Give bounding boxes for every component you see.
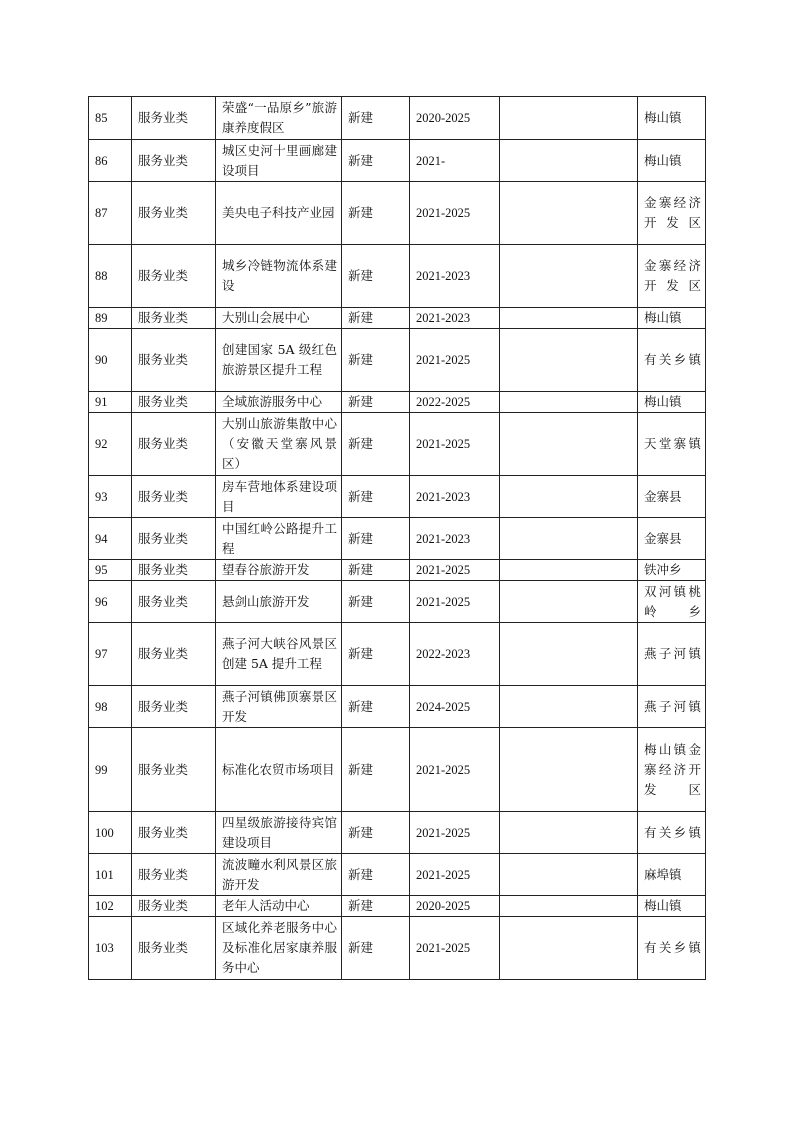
build-type-cell: 新建 xyxy=(342,896,410,917)
build-type-cell: 新建 xyxy=(342,623,410,686)
row-number-cell: 94 xyxy=(89,518,132,560)
project-name-cell: 荣盛“一品原乡”旅游康养度假区 xyxy=(216,97,342,140)
period-cell: 2021-2023 xyxy=(410,476,500,518)
category-cell: 服务业类 xyxy=(132,917,216,980)
location-cell: 梅山镇 xyxy=(638,896,706,917)
project-name-cell: 创建国家 5A 级红色旅游景区提升工程 xyxy=(216,329,342,392)
table-row xyxy=(89,308,706,329)
project-name-cell: 望春谷旅游开发 xyxy=(216,560,342,581)
period-cell: 2021-2025 xyxy=(410,812,500,854)
empty-cell xyxy=(500,896,638,917)
project-name-cell: 燕子河大峡谷风景区创建 5A 提升工程 xyxy=(216,623,342,686)
category-cell: 服务业类 xyxy=(132,329,216,392)
category-cell: 服务业类 xyxy=(132,623,216,686)
empty-cell xyxy=(500,686,638,728)
build-type-cell: 新建 xyxy=(342,728,410,812)
empty-cell xyxy=(500,140,638,182)
table-row xyxy=(89,560,706,581)
category-cell: 服务业类 xyxy=(132,140,216,182)
category-cell: 服务业类 xyxy=(132,728,216,812)
empty-cell xyxy=(500,812,638,854)
row-number-cell: 95 xyxy=(89,560,132,581)
table-row xyxy=(89,245,706,308)
table-row xyxy=(89,686,706,728)
table-row xyxy=(89,413,706,476)
period-cell: 2021-2025 xyxy=(410,413,500,476)
empty-cell xyxy=(500,917,638,980)
project-table xyxy=(88,96,706,980)
project-name-cell: 中国红岭公路提升工程 xyxy=(216,518,342,560)
category-cell: 服务业类 xyxy=(132,518,216,560)
table-row xyxy=(89,518,706,560)
location-cell: 燕子河镇 xyxy=(638,623,706,686)
empty-cell xyxy=(500,245,638,308)
period-cell: 2021-2025 xyxy=(410,182,500,245)
table-row xyxy=(89,812,706,854)
period-cell: 2022-2025 xyxy=(410,392,500,413)
category-cell: 服务业类 xyxy=(132,413,216,476)
build-type-cell: 新建 xyxy=(342,518,410,560)
build-type-cell: 新建 xyxy=(342,392,410,413)
category-cell: 服务业类 xyxy=(132,97,216,140)
row-number-cell: 102 xyxy=(89,896,132,917)
table-row xyxy=(89,476,706,518)
project-name-cell: 房车营地体系建设项目 xyxy=(216,476,342,518)
period-cell: 2022-2023 xyxy=(410,623,500,686)
period-cell: 2021-2023 xyxy=(410,308,500,329)
project-name-cell: 大别山旅游集散中心（安徽天堂寨风景区） xyxy=(216,413,342,476)
empty-cell xyxy=(500,560,638,581)
empty-cell xyxy=(500,581,638,623)
period-cell: 2020-2025 xyxy=(410,97,500,140)
row-number-cell: 86 xyxy=(89,140,132,182)
location-cell: 金寨经济开发区 xyxy=(638,245,706,308)
table-body xyxy=(89,97,706,980)
empty-cell xyxy=(500,182,638,245)
period-cell: 2021-2025 xyxy=(410,728,500,812)
period-cell: 2021-2025 xyxy=(410,581,500,623)
project-name-cell: 城乡冷链物流体系建设 xyxy=(216,245,342,308)
location-cell: 铁冲乡 xyxy=(638,560,706,581)
category-cell: 服务业类 xyxy=(132,182,216,245)
table-row xyxy=(89,392,706,413)
build-type-cell: 新建 xyxy=(342,812,410,854)
period-cell: 2021- xyxy=(410,140,500,182)
location-cell: 有关乡镇 xyxy=(638,329,706,392)
build-type-cell: 新建 xyxy=(342,329,410,392)
period-cell: 2021-2025 xyxy=(410,329,500,392)
table-row xyxy=(89,140,706,182)
build-type-cell: 新建 xyxy=(342,245,410,308)
location-cell: 梅山镇 xyxy=(638,308,706,329)
build-type-cell: 新建 xyxy=(342,476,410,518)
empty-cell xyxy=(500,308,638,329)
row-number-cell: 91 xyxy=(89,392,132,413)
location-cell: 梅山镇 xyxy=(638,392,706,413)
build-type-cell: 新建 xyxy=(342,560,410,581)
location-cell: 有关乡镇 xyxy=(638,812,706,854)
table-row xyxy=(89,917,706,980)
row-number-cell: 87 xyxy=(89,182,132,245)
location-cell: 金寨经济开发区 xyxy=(638,182,706,245)
category-cell: 服务业类 xyxy=(132,812,216,854)
table-row xyxy=(89,896,706,917)
category-cell: 服务业类 xyxy=(132,476,216,518)
build-type-cell: 新建 xyxy=(342,413,410,476)
category-cell: 服务业类 xyxy=(132,854,216,896)
period-cell: 2021-2025 xyxy=(410,560,500,581)
location-cell: 麻埠镇 xyxy=(638,854,706,896)
build-type-cell: 新建 xyxy=(342,140,410,182)
row-number-cell: 90 xyxy=(89,329,132,392)
empty-cell xyxy=(500,329,638,392)
empty-cell xyxy=(500,854,638,896)
location-cell: 金寨县 xyxy=(638,476,706,518)
row-number-cell: 96 xyxy=(89,581,132,623)
project-name-cell: 全域旅游服务中心 xyxy=(216,392,342,413)
period-cell: 2021-2023 xyxy=(410,518,500,560)
project-name-cell: 区域化养老服务中心及标准化居家康养服务中心 xyxy=(216,917,342,980)
location-cell: 有关乡镇 xyxy=(638,917,706,980)
location-cell: 天堂寨镇 xyxy=(638,413,706,476)
location-cell: 金寨县 xyxy=(638,518,706,560)
project-name-cell: 大别山会展中心 xyxy=(216,308,342,329)
row-number-cell: 89 xyxy=(89,308,132,329)
build-type-cell: 新建 xyxy=(342,308,410,329)
row-number-cell: 103 xyxy=(89,917,132,980)
table-row xyxy=(89,623,706,686)
project-name-cell: 燕子河镇佛顶寨景区开发 xyxy=(216,686,342,728)
table-row xyxy=(89,329,706,392)
table-row xyxy=(89,728,706,812)
table-row xyxy=(89,97,706,140)
row-number-cell: 92 xyxy=(89,413,132,476)
row-number-cell: 99 xyxy=(89,728,132,812)
category-cell: 服务业类 xyxy=(132,392,216,413)
category-cell: 服务业类 xyxy=(132,581,216,623)
location-cell: 梅山镇 xyxy=(638,97,706,140)
category-cell: 服务业类 xyxy=(132,560,216,581)
build-type-cell: 新建 xyxy=(342,686,410,728)
category-cell: 服务业类 xyxy=(132,896,216,917)
row-number-cell: 93 xyxy=(89,476,132,518)
row-number-cell: 100 xyxy=(89,812,132,854)
period-cell: 2020-2025 xyxy=(410,896,500,917)
project-name-cell: 美央电子科技产业园 xyxy=(216,182,342,245)
empty-cell xyxy=(500,413,638,476)
period-cell: 2021-2025 xyxy=(410,854,500,896)
location-cell: 梅山镇 xyxy=(638,140,706,182)
empty-cell xyxy=(500,623,638,686)
category-cell: 服务业类 xyxy=(132,245,216,308)
location-cell: 双河镇桃岭乡 xyxy=(638,581,706,623)
project-name-cell: 标准化农贸市场项目 xyxy=(216,728,342,812)
row-number-cell: 97 xyxy=(89,623,132,686)
location-cell: 梅山镇金寨经济开发区 xyxy=(638,728,706,812)
period-cell: 2021-2025 xyxy=(410,917,500,980)
empty-cell xyxy=(500,728,638,812)
table-row xyxy=(89,581,706,623)
location-cell: 燕子河镇 xyxy=(638,686,706,728)
build-type-cell: 新建 xyxy=(342,854,410,896)
table-row xyxy=(89,854,706,896)
row-number-cell: 101 xyxy=(89,854,132,896)
build-type-cell: 新建 xyxy=(342,581,410,623)
build-type-cell: 新建 xyxy=(342,917,410,980)
project-name-cell: 悬剑山旅游开发 xyxy=(216,581,342,623)
row-number-cell: 85 xyxy=(89,97,132,140)
category-cell: 服务业类 xyxy=(132,686,216,728)
period-cell: 2021-2023 xyxy=(410,245,500,308)
row-number-cell: 88 xyxy=(89,245,132,308)
project-name-cell: 流波疃水利风景区旅游开发 xyxy=(216,854,342,896)
empty-cell xyxy=(500,518,638,560)
category-cell: 服务业类 xyxy=(132,308,216,329)
project-name-cell: 城区史河十里画廊建设项目 xyxy=(216,140,342,182)
build-type-cell: 新建 xyxy=(342,182,410,245)
period-cell: 2024-2025 xyxy=(410,686,500,728)
project-name-cell: 老年人活动中心 xyxy=(216,896,342,917)
build-type-cell: 新建 xyxy=(342,97,410,140)
empty-cell xyxy=(500,392,638,413)
project-name-cell: 四星级旅游接待宾馆建设项目 xyxy=(216,812,342,854)
row-number-cell: 98 xyxy=(89,686,132,728)
table-row xyxy=(89,182,706,245)
empty-cell xyxy=(500,97,638,140)
empty-cell xyxy=(500,476,638,518)
